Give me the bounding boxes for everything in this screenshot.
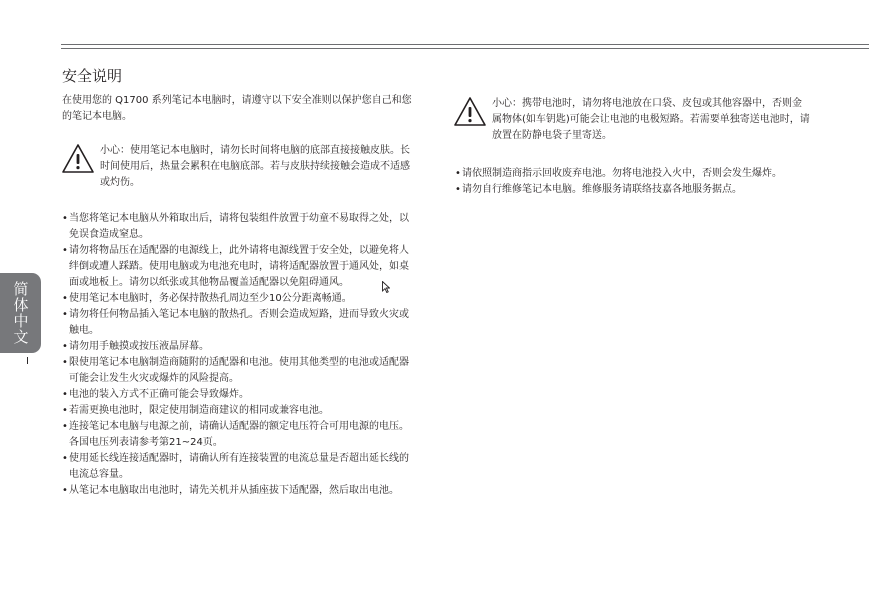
list-item	[62, 211, 414, 243]
list-item-text: 请勿将物品压在适配器的电源线上，此外请将电源线置于安全处，以避免将人绊倒或遭人踩踏。使用电脑或为电池充电时，请将适配器放置于通风处，如桌面或地板上。请勿以纸张或其他物品覆盖适配器以免阻碍通风。	[69, 245, 409, 288]
caution-right	[453, 96, 813, 148]
list-item	[62, 339, 414, 355]
page-number: I	[26, 356, 29, 367]
bullet-dot: •	[62, 309, 68, 320]
intro-paragraph: 在使用您的 Q1700 系列笔记本电脑时，请遵守以下安全准则以保护您自己和您的笔记本电脑。	[62, 95, 412, 122]
list-item	[62, 451, 414, 483]
safety-list-right	[455, 166, 811, 198]
list-item	[62, 403, 414, 419]
list-item-text: 电池的装入方式不正确可能会导致爆炸。	[69, 389, 249, 400]
list-item-text: 请勿自行维修笔记本电脑。维修服务请联络技嘉各地服务据点。	[462, 184, 742, 195]
list-item	[62, 483, 414, 499]
list-item	[62, 355, 414, 387]
list-item-text: 请勿用手触摸或按压液晶屏幕。	[69, 341, 209, 352]
list-item	[455, 182, 811, 198]
caution-left-text: 小心：使用笔记本电脑时，请勿长时间将电脑的底部直接接触皮肤。长时间使用后，热量会累积在电脑底部。若与皮肤持续接触会造成不适感或灼伤。	[100, 145, 410, 188]
list-item-text: 若需更换电池时，限定使用制造商建议的相同或兼容电池。	[69, 405, 329, 416]
warning-icon	[453, 96, 487, 128]
bullet-dot: •	[62, 245, 68, 256]
list-item-text: 限使用笔记本电脑制造商随附的适配器和电池。使用其他类型的电池或适配器可能会让发生火灾或爆炸的风险提高。	[69, 357, 409, 384]
list-item	[62, 387, 414, 403]
page-title: 安全说明	[62, 67, 123, 85]
list-item	[62, 243, 414, 291]
language-tab-label: 简体中文	[13, 280, 29, 346]
bullet-dot: •	[62, 485, 68, 496]
mouse-pointer-icon	[382, 281, 390, 293]
header-rule-top	[61, 44, 869, 45]
list-item	[62, 419, 414, 451]
list-item	[62, 307, 414, 339]
caution-right-text: 小心：携带电池时，请勿将电池放在口袋、皮包或其他容器中，否则金属物体(如车钥匙)可能会让电池的电极短路。若需要单独寄送电池时，请放置在防静电袋子里寄送。	[492, 98, 810, 141]
list-item-text: 使用笔记本电脑时，务必保持散热孔周边至少10公分距离畅通。	[69, 293, 352, 304]
list-item	[455, 166, 811, 182]
bullet-dot: •	[455, 184, 461, 195]
bullet-dot: •	[62, 213, 68, 224]
list-item-text: 从笔记本电脑取出电池时，请先关机并从插座拔下适配器，然后取出电池。	[69, 485, 399, 496]
list-item-text: 请依照制造商指示回收废弃电池。勿将电池投入火中，否则会发生爆炸。	[462, 168, 782, 179]
list-item-text: 连接笔记本电脑与电源之前，请确认适配器的额定电压符合可用电源的电压。各国电压列表请参考第21~24页。	[69, 421, 409, 448]
caution-left	[61, 143, 416, 195]
bullet-dot: •	[455, 168, 461, 179]
list-item-text: 使用延长线连接适配器时，请确认所有连接装置的电流总量是否超出延长线的电流总容量。	[69, 453, 409, 480]
bullet-dot: •	[62, 389, 68, 400]
header-rule-bottom	[61, 48, 869, 49]
bullet-dot: •	[62, 453, 68, 464]
list-item-text: 当您将笔记本电脑从外箱取出后，请将包装组件放置于幼童不易取得之处，以免误食造成窒息。	[69, 213, 409, 240]
warning-icon	[61, 143, 95, 175]
safety-list-left	[62, 211, 414, 499]
bullet-dot: •	[62, 405, 68, 416]
bullet-dot: •	[62, 341, 68, 352]
list-item-text: 请勿将任何物品插入笔记本电脑的散热孔。否则会造成短路，进而导致火灾或触电。	[69, 309, 409, 336]
list-item	[62, 291, 414, 307]
bullet-dot: •	[62, 357, 68, 368]
bullet-dot: •	[62, 421, 68, 432]
language-side-tab	[0, 273, 41, 353]
bullet-dot: •	[62, 293, 68, 304]
